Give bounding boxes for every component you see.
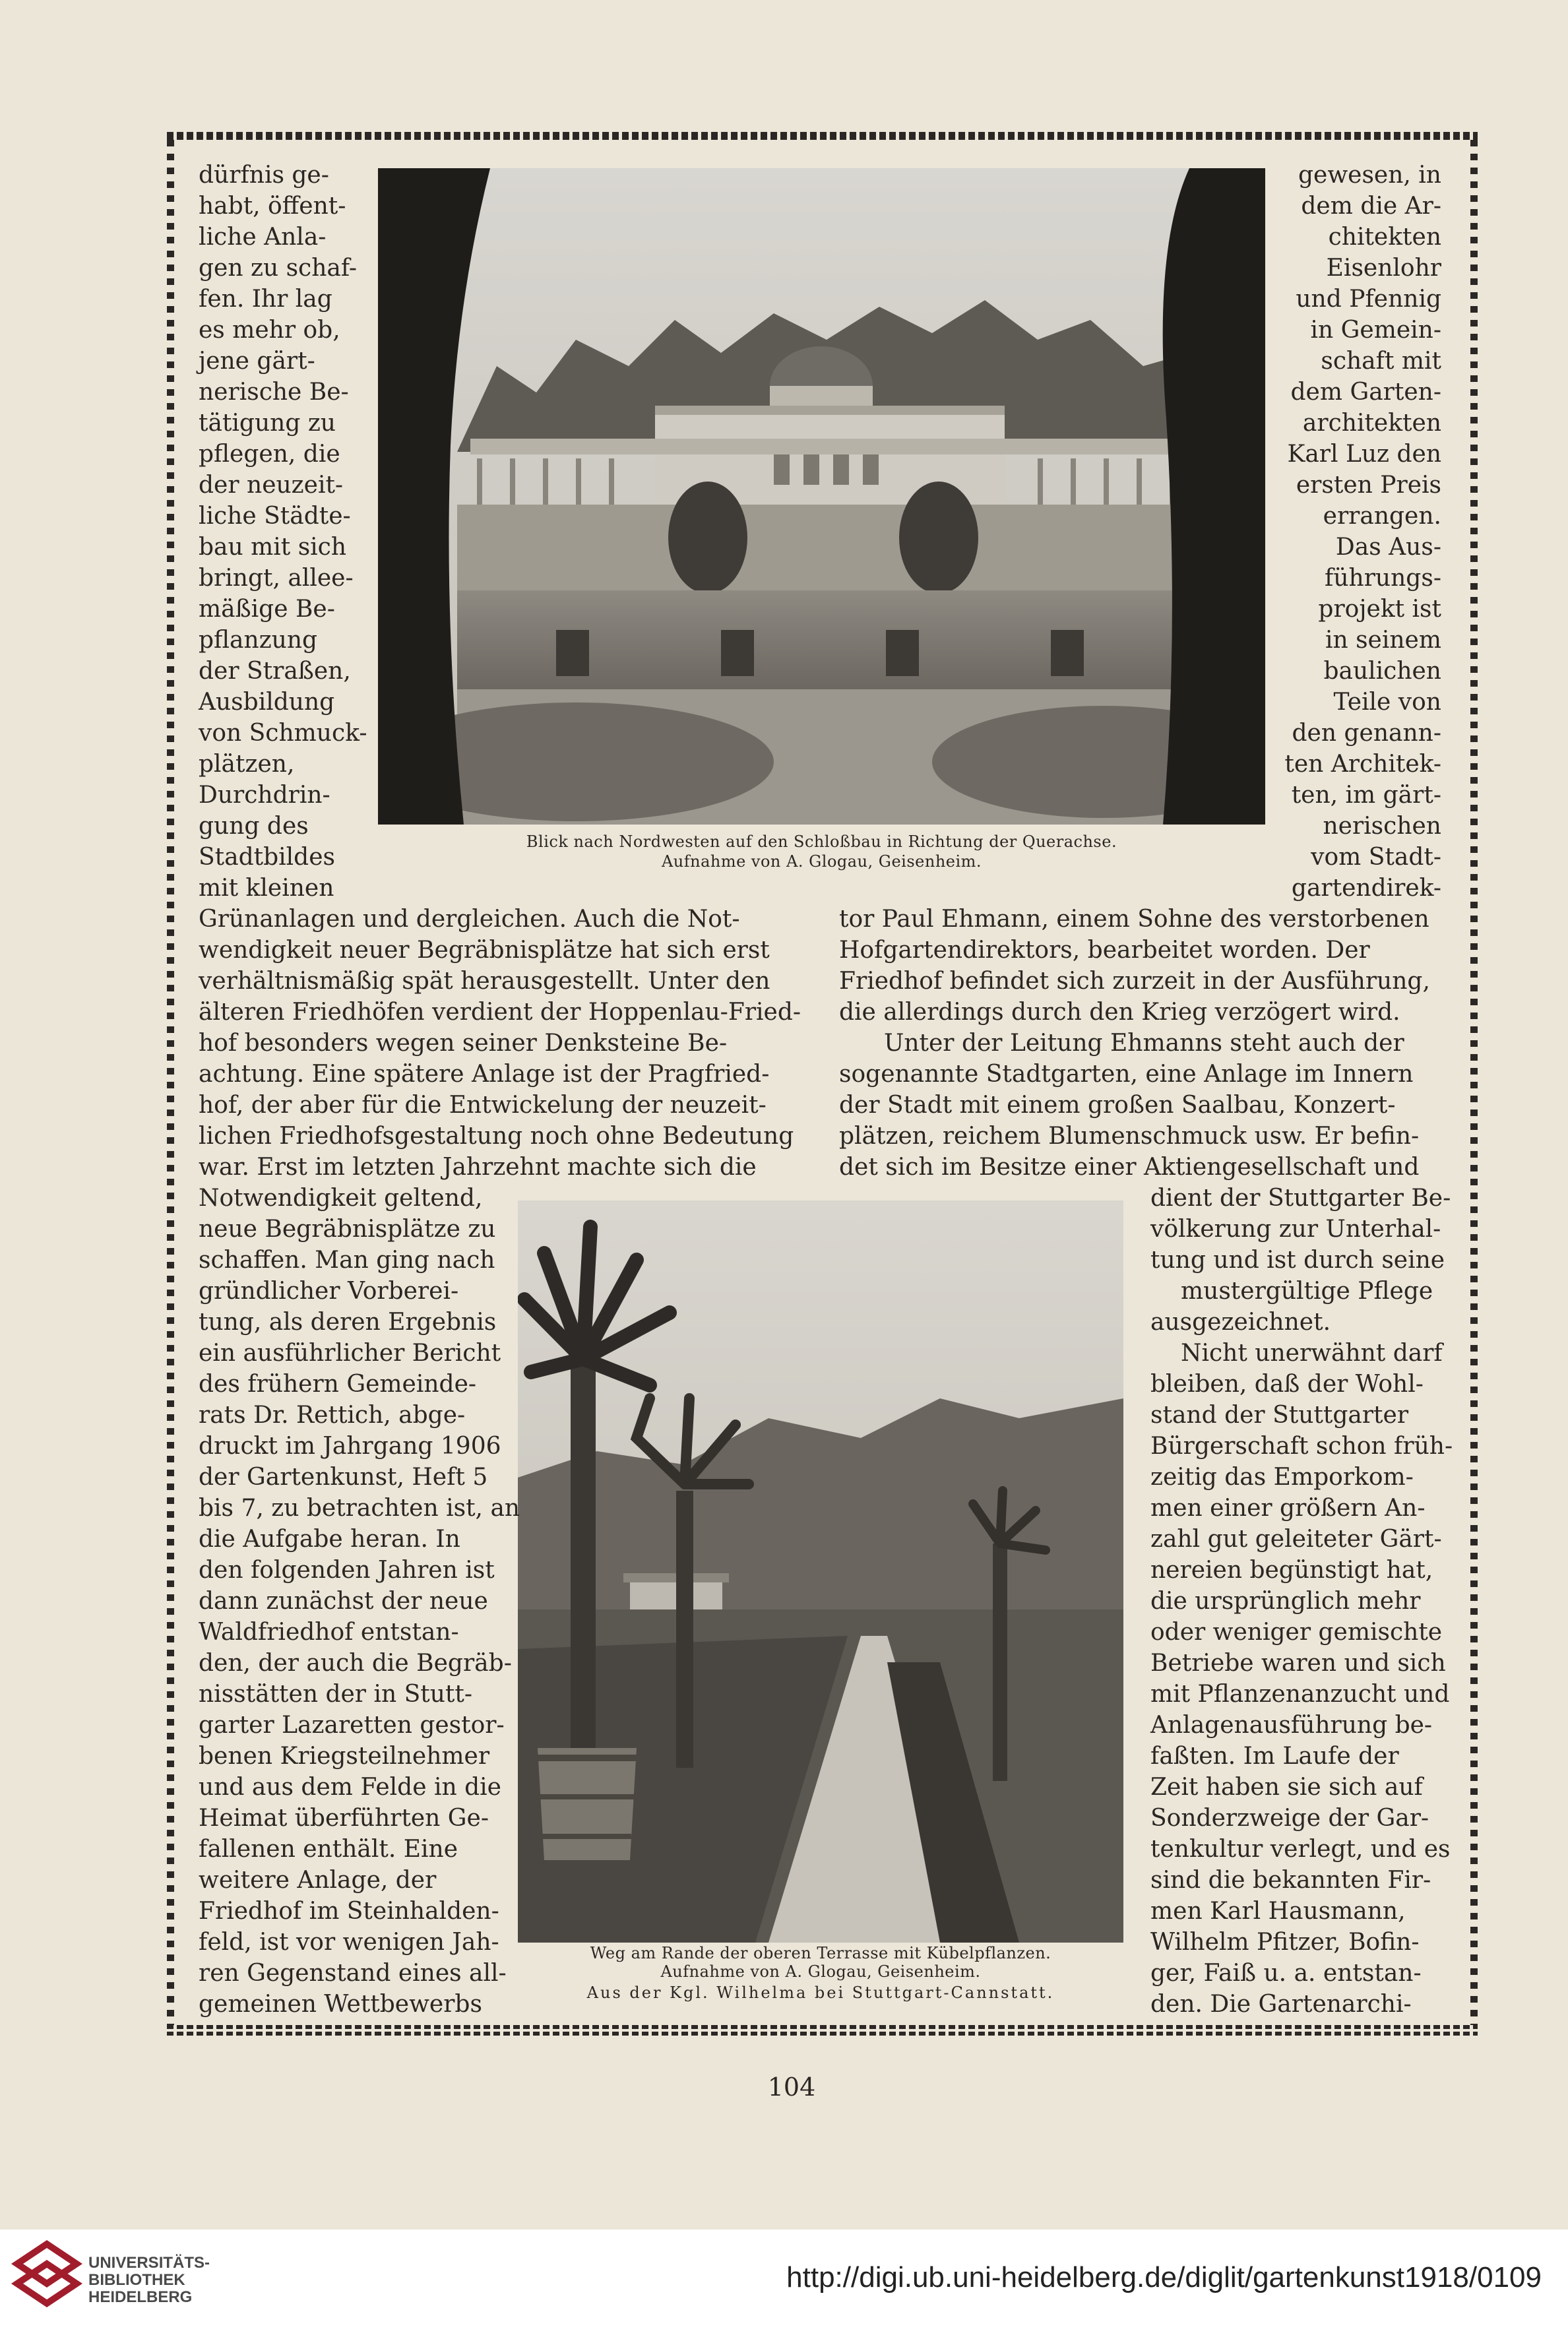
text-line: achtung. Eine spätere Anlage ist der Pragfried- [199, 1061, 770, 1088]
text-line: ten, im gärt- [1291, 782, 1441, 809]
text-line: Hofgartendirektors, bearbeitet worden. Der [839, 937, 1370, 964]
text-line: die allerdings durch den Krieg verzögert wird. [839, 999, 1400, 1026]
text-line: mustergültige Pflege [1181, 1278, 1433, 1305]
text-line: tung und ist durch seine [1150, 1247, 1445, 1274]
page-number: 104 [767, 2073, 816, 2102]
text-line: Zeit haben sie sich auf [1150, 1774, 1423, 1801]
text-line: neue Begräbnisplätze zu [199, 1216, 496, 1243]
text-line: tung, als deren Ergebnis [199, 1309, 497, 1336]
text-line: feld, ist vor wenigen Jah- [199, 1929, 499, 1956]
text-line: Das Aus- [1335, 534, 1441, 561]
text-line: älteren Friedhöfen verdient der Hoppenlau-Fried- [199, 999, 801, 1026]
text-line: dient der Stuttgarter Be- [1150, 1185, 1451, 1212]
text-line: den genann- [1292, 720, 1441, 747]
text-line: chitekten [1328, 224, 1441, 251]
text-line: von Schmuck- [199, 720, 367, 747]
text-line: mäßige Be- [199, 596, 335, 623]
text-line: gen zu schaf- [199, 255, 358, 282]
text-line: det sich im Besitze einer Aktiengesellschaft und [839, 1154, 1420, 1181]
right-border-rule [1470, 140, 1478, 2025]
text-line: dem die Ar- [1301, 193, 1441, 220]
text-line: Friedhof im Steinhalden- [199, 1898, 499, 1925]
text-line: projekt ist [1318, 596, 1441, 623]
text-line: ein ausführlicher Bericht [199, 1340, 501, 1367]
text-line: men Karl Hausmann, [1150, 1898, 1406, 1925]
text-line: völkerung zur Unterhal- [1150, 1216, 1441, 1243]
library-name-line1: UNIVERSITÄTS- [88, 2254, 210, 2272]
text-line: verhältnismäßig spät herausgestellt. Unter den [199, 968, 770, 995]
text-line: und Pfennig [1296, 286, 1441, 313]
text-line: Bürgerschaft schon früh- [1150, 1433, 1453, 1460]
photo-palm-terrace-path [518, 1201, 1123, 1943]
text-line: bis 7, zu betrachten ist, an [199, 1495, 520, 1522]
text-line: bleiben, daß der Wohl- [1150, 1371, 1424, 1398]
text-line: zeitig das Emporkom- [1150, 1464, 1414, 1491]
text-line: Durchdrin- [199, 782, 330, 809]
text-line: garter Lazaretten gestor- [199, 1712, 505, 1739]
text-line: tenkultur verlegt, und es [1150, 1836, 1451, 1863]
text-line: hof, der aber für die Entwickelung der neuzeit- [199, 1092, 767, 1119]
text-line: mit Pflanzenanzucht und [1150, 1681, 1450, 1708]
text-line: gründlicher Vorberei- [199, 1278, 459, 1305]
text-line: in seinem [1325, 627, 1441, 654]
text-line: jene gärt- [199, 348, 315, 375]
text-line: den folgenden Jahren ist [199, 1557, 495, 1584]
library-name-line3: HEIDELBERG [88, 2288, 193, 2306]
text-line: Teile von [1333, 689, 1441, 716]
text-line: nisstätten der in Stutt- [199, 1681, 473, 1708]
text-line: Sonderzweige der Gar- [1150, 1805, 1429, 1832]
text-line: Waldfriedhof entstan- [199, 1619, 459, 1646]
text-line: gartendirek- [1291, 875, 1441, 902]
text-line: dann zunächst der neue [199, 1588, 488, 1615]
text-line: Friedhof befindet sich zurzeit in der Ausführung, [839, 968, 1430, 995]
text-line: plätzen, [199, 751, 295, 778]
text-line: nereien begünstigt hat, [1150, 1557, 1433, 1584]
text-line: Wilhelm Pfitzer, Bofin- [1150, 1929, 1420, 1956]
text-line: benen Kriegsteilnehmer [199, 1743, 490, 1770]
text-line: tätigung zu [199, 410, 336, 437]
text-line: gewesen, in [1298, 162, 1441, 189]
bottom-border-rule-lower [167, 2032, 1478, 2036]
text-line: oder weniger gemischte [1150, 1619, 1443, 1646]
text-line: bau mit sich [199, 534, 347, 561]
text-line: bringt, allee- [199, 565, 354, 592]
text-line: ausgezeichnet. [1150, 1309, 1331, 1336]
text-line: führungs- [1325, 565, 1441, 592]
top-figure-caption: Blick nach Nordwesten auf den Schloßbau in Richtung der Querachse. [526, 832, 1117, 851]
text-line: den. Die Gartenarchi- [1150, 1991, 1412, 2018]
bottom-figure-caption: Weg am Rande der oberen Terrasse mit Kübelpflanzen. [590, 1944, 1051, 1962]
text-line: Betriebe waren und sich [1150, 1650, 1446, 1677]
text-line: tor Paul Ehmann, einem Sohne des verstorbenen [839, 906, 1429, 933]
text-line: Nicht unerwähnt darf [1181, 1340, 1443, 1367]
text-line: Notwendigkeit geltend, [199, 1185, 483, 1212]
text-line: faßten. Im Laufe der [1150, 1743, 1399, 1770]
text-line: wendigkeit neuer Begräbnisplätze hat sich erst [199, 937, 770, 964]
text-line: den, der auch die Begräb- [199, 1650, 512, 1677]
university-library-logo-icon [11, 2237, 88, 2315]
text-line: pflegen, die [199, 441, 340, 468]
text-line: die ursprünglich mehr [1150, 1588, 1421, 1615]
text-line: architekten [1302, 410, 1441, 437]
text-line: ersten Preis [1296, 472, 1441, 499]
text-line: ten Architek- [1284, 751, 1441, 778]
text-line: plätzen, reichem Blumenschmuck usw. Er befin- [839, 1123, 1420, 1150]
bottom-border-rule-upper [167, 2025, 1478, 2029]
text-line: dürfnis ge- [199, 162, 329, 189]
text-line: ren Gegenstand eines all- [199, 1960, 507, 1987]
text-line: lichen Friedhofsgestaltung noch ohne Bedeutung [199, 1123, 794, 1150]
text-line: sogenannte Stadtgarten, eine Anlage im Innern [839, 1061, 1414, 1088]
text-line: war. Erst im letzten Jahrzehnt machte sich die [199, 1154, 757, 1181]
text-line: nerische Be- [199, 379, 349, 406]
text-line: habt, öffent- [199, 193, 346, 220]
bottom-figure-source: Aus der Kgl. Wilhelma bei Stuttgart-Cannstatt. [586, 1983, 1055, 2002]
library-footer [0, 2230, 1568, 2341]
text-line: des frühern Gemeinde- [199, 1371, 477, 1398]
text-line: der neuzeit- [199, 472, 344, 499]
text-line: pflanzung [199, 627, 318, 654]
top-figure-credit: Aufnahme von A. Glogau, Geisenheim. [661, 852, 982, 871]
bottom-figure-credit: Aufnahme von A. Glogau, Geisenheim. [660, 1962, 981, 1981]
text-line: rats Dr. Rettich, abge- [199, 1402, 466, 1429]
text-line: schaft mit [1321, 348, 1441, 375]
text-line: Unter der Leitung Ehmanns steht auch der [884, 1030, 1404, 1057]
library-name-line2: BIBLIOTHEK [88, 2271, 185, 2289]
text-line: dem Garten- [1290, 379, 1441, 406]
text-line: hof besonders wegen seiner Denksteine Be- [199, 1030, 728, 1057]
text-line: zahl gut geleiteter Gärt- [1150, 1526, 1442, 1553]
text-line: druckt im Jahrgang 1906 [199, 1433, 501, 1460]
text-line: stand der Stuttgarter [1150, 1402, 1409, 1429]
text-line: und aus dem Felde in die [199, 1774, 501, 1801]
text-line: es mehr ob, [199, 317, 340, 344]
text-line: baulichen [1323, 658, 1441, 685]
text-line: schaffen. Man ging nach [199, 1247, 495, 1274]
text-line: der Gartenkunst, Heft 5 [199, 1464, 488, 1491]
text-line: vom Stadt- [1311, 844, 1441, 871]
text-line: mit kleinen [199, 875, 334, 902]
text-line: gung des [199, 813, 309, 840]
text-line: ger, Faiß u. a. entstan- [1150, 1960, 1422, 1987]
text-line: der Stadt mit einem großen Saalbau, Konzert- [839, 1092, 1396, 1119]
text-line: die Aufgabe heran. In [199, 1526, 460, 1553]
text-line: fen. Ihr lag [199, 286, 332, 313]
text-line: nerischen [1323, 813, 1441, 840]
text-line: men einer größern An- [1150, 1495, 1426, 1522]
left-border-rule [167, 140, 174, 2025]
text-line: Anlagenausführung be- [1150, 1712, 1433, 1739]
text-line: liche Anla- [199, 224, 327, 251]
text-line: Eisenlohr [1326, 255, 1441, 282]
digitization-url-link[interactable]: http://digi.ub.uni-heidelberg.de/diglit/gartenkunst1918/0109 [786, 2261, 1542, 2294]
text-line: Grünanlagen und dergleichen. Auch die Not- [199, 906, 740, 933]
text-line: Ausbildung [199, 689, 335, 716]
text-line: fallenen enthält. Eine [199, 1836, 458, 1863]
text-line: gemeinen Wettbewerbs [199, 1991, 482, 2018]
photo-palace-reflecting-pool [378, 168, 1265, 825]
text-line: weitere Anlage, der [199, 1867, 437, 1894]
text-line: der Straßen, [199, 658, 351, 685]
text-line: in Gemein- [1310, 317, 1441, 344]
text-line: liche Städte- [199, 503, 351, 530]
top-border-rule [167, 132, 1478, 140]
text-line: errangen. [1323, 503, 1441, 530]
text-line: Heimat überführten Ge- [199, 1805, 489, 1832]
text-line: Stadtbildes [199, 844, 335, 871]
text-line: Karl Luz den [1287, 441, 1441, 468]
text-line: sind die bekannten Fir- [1150, 1867, 1431, 1894]
